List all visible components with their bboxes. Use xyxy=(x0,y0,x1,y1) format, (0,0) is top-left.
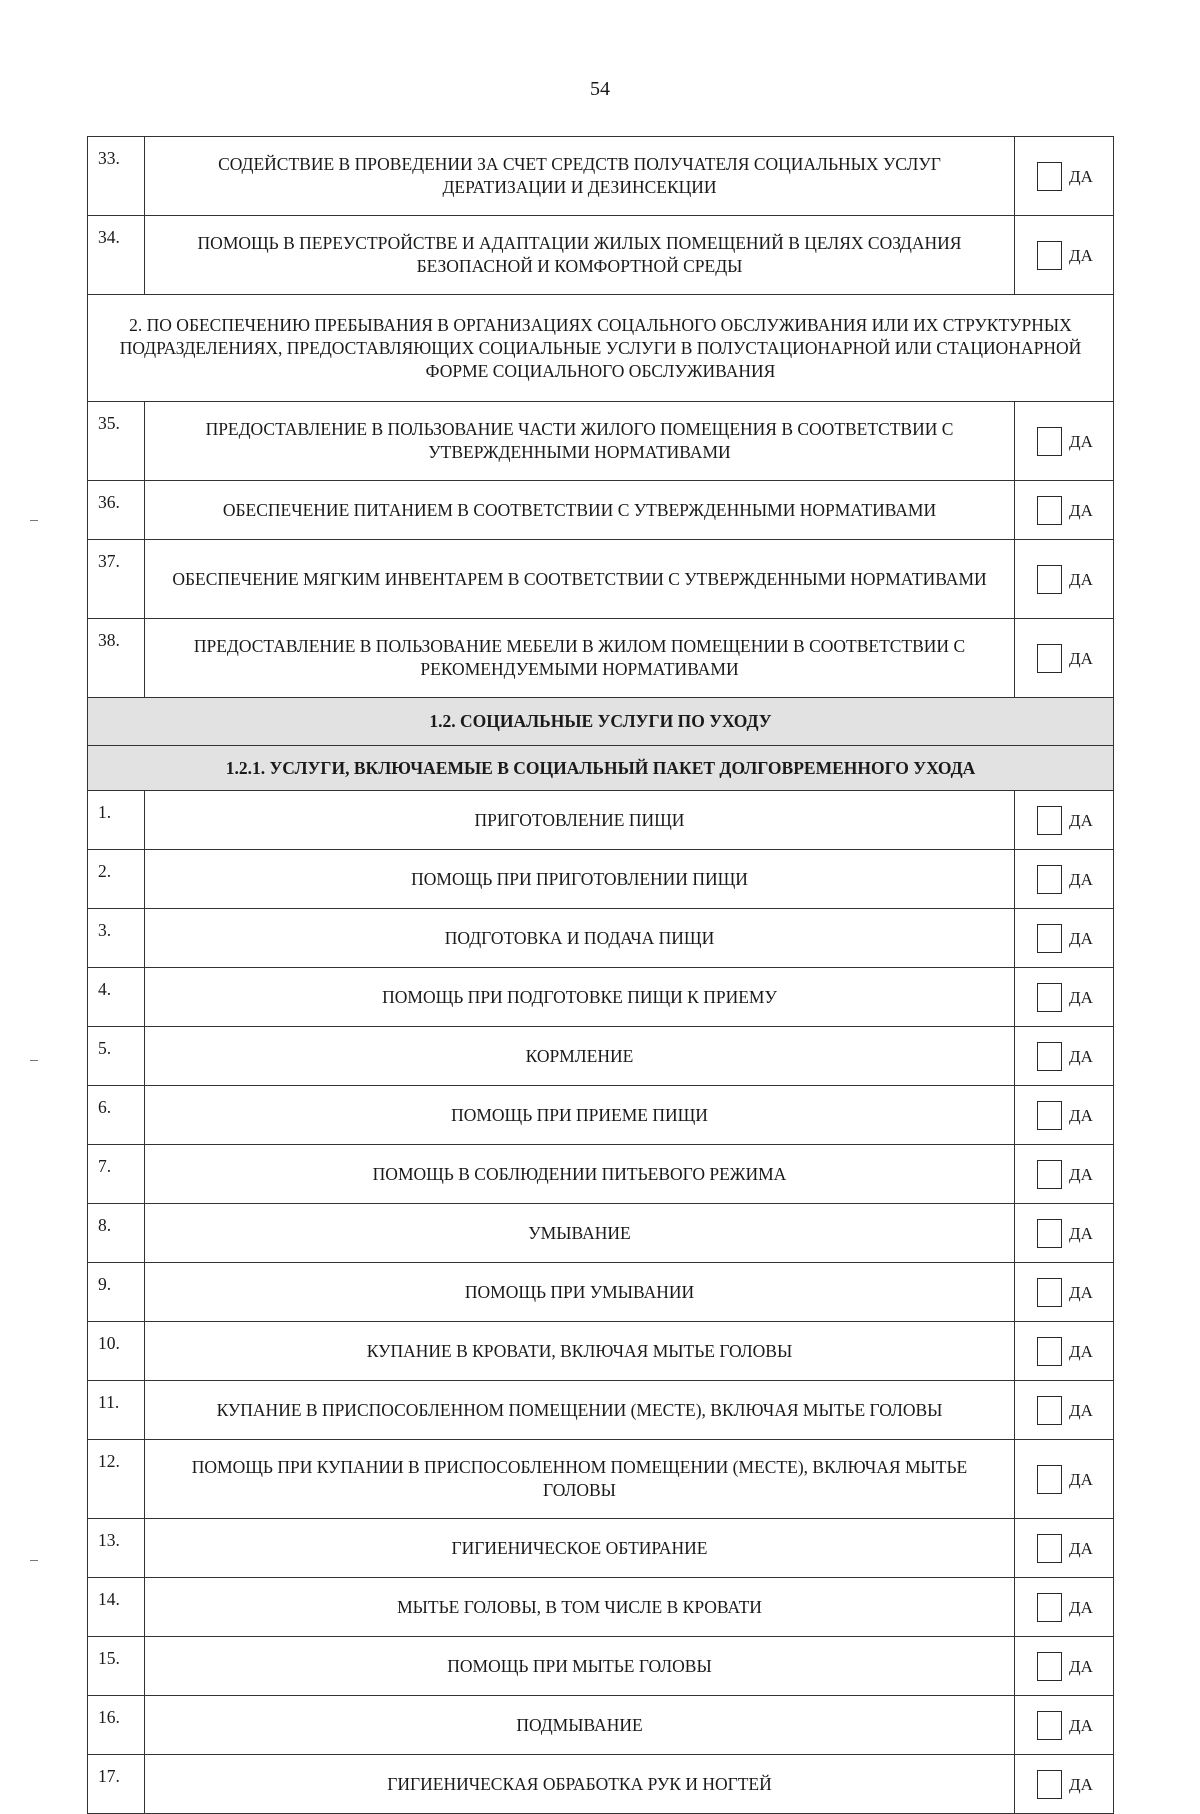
row-number: 37. xyxy=(88,540,145,619)
row-number: 38. xyxy=(88,619,145,698)
checkbox-cell[interactable] xyxy=(1015,1696,1114,1755)
checkbox-cell[interactable] xyxy=(1015,137,1114,216)
checkbox-cell[interactable] xyxy=(1015,540,1114,619)
checkbox-cell[interactable] xyxy=(1015,1322,1114,1381)
table-row xyxy=(88,1145,1114,1204)
section-heading: 2. ПО ОБЕСПЕЧЕНИЮ ПРЕБЫВАНИЯ В ОРГАНИЗАЦИЯХ СОЦАЛЬНОГО ОБСЛУЖИВАНИЯ ИЛИ ИХ СТРУКТУРНЫХ ПОДРАЗДЕЛЕНИЯХ, ПРЕДОСТАВЛЯЮЩИХ СОЦИАЛЬНЫЕ УСЛУГИ В ПОЛУСТАЦИОНАРНОЙ ИЛИ СТАЦИОНАРНОЙ ФОРМЕ СОЦИАЛЬНОГО ОБСЛУЖИВАНИЯ xyxy=(88,295,1114,402)
checkbox[interactable] xyxy=(1037,1711,1062,1740)
service-text: СОДЕЙСТВИЕ В ПРОВЕДЕНИИ ЗА СЧЕТ СРЕДСТВ ПОЛУЧАТЕЛЯ СОЦИАЛЬНЫХ УСЛУГ ДЕРАТИЗАЦИИ И ДЕЗИНСЕКЦИИ xyxy=(145,137,1015,216)
checkbox-cell[interactable] xyxy=(1015,850,1114,909)
service-text: ПОМОЩЬ В СОБЛЮДЕНИИ ПИТЬЕВОГО РЕЖИМА xyxy=(145,1145,1015,1204)
checkbox-label: ДА xyxy=(1069,1597,1093,1617)
checkbox[interactable] xyxy=(1037,1278,1062,1307)
checkbox[interactable] xyxy=(1037,1101,1062,1130)
row-number: 17. xyxy=(88,1755,145,1814)
checkbox-cell[interactable] xyxy=(1015,1519,1114,1578)
checkbox-label: ДА xyxy=(1069,1282,1093,1302)
table-row xyxy=(88,216,1114,295)
services-table xyxy=(87,136,1114,1814)
row-number: 13. xyxy=(88,1519,145,1578)
services-table-body xyxy=(88,137,1114,1814)
service-text: ПРЕДОСТАВЛЕНИЕ В ПОЛЬЗОВАНИЕ МЕБЕЛИ В ЖИЛОМ ПОМЕЩЕНИИ В СООТВЕТСТВИИ С РЕКОМЕНДУЕМЫМИ НОРМАТИВАМИ xyxy=(145,619,1015,698)
checkbox-label: ДА xyxy=(1069,810,1093,830)
checkbox-cell[interactable] xyxy=(1015,1440,1114,1519)
checkbox[interactable] xyxy=(1037,496,1062,525)
checkbox-label: ДА xyxy=(1069,1105,1093,1125)
checkbox-label: ДА xyxy=(1069,869,1093,889)
service-text: ОБЕСПЕЧЕНИЕ МЯГКИМ ИНВЕНТАРЕМ В СООТВЕТСТВИИ С УТВЕРЖДЕННЫМИ НОРМАТИВАМИ xyxy=(145,540,1015,619)
service-text: ГИГИЕНИЧЕСКАЯ ОБРАБОТКА РУК И НОГТЕЙ xyxy=(145,1755,1015,1814)
service-text: КОРМЛЕНИЕ xyxy=(145,1027,1015,1086)
service-text: ПОДГОТОВКА И ПОДАЧА ПИЩИ xyxy=(145,909,1015,968)
checkbox-label: ДА xyxy=(1069,166,1093,186)
checkbox[interactable] xyxy=(1037,241,1062,270)
service-text: ПОМОЩЬ ПРИ ПОДГОТОВКЕ ПИЩИ К ПРИЕМУ xyxy=(145,968,1015,1027)
checkbox[interactable] xyxy=(1037,644,1062,673)
table-row xyxy=(88,791,1114,850)
checkbox-label: ДА xyxy=(1069,1164,1093,1184)
checkbox-cell[interactable] xyxy=(1015,909,1114,968)
checkbox-label: ДА xyxy=(1069,1774,1093,1794)
checkbox[interactable] xyxy=(1037,162,1062,191)
subsection-heading: 1.2.1. УСЛУГИ, ВКЛЮЧАЕМЫЕ В СОЦИАЛЬНЫЙ ПАКЕТ ДОЛГОВРЕМЕННОГО УХОДА xyxy=(88,746,1114,791)
table-row xyxy=(88,619,1114,698)
row-number: 2. xyxy=(88,850,145,909)
checkbox-cell[interactable] xyxy=(1015,1204,1114,1263)
row-number: 3. xyxy=(88,909,145,968)
checkbox-cell[interactable] xyxy=(1015,791,1114,850)
row-number: 6. xyxy=(88,1086,145,1145)
table-row xyxy=(88,1755,1114,1814)
checkbox[interactable] xyxy=(1037,1337,1062,1366)
section-row xyxy=(88,746,1114,791)
service-text: МЫТЬЕ ГОЛОВЫ, В ТОМ ЧИСЛЕ В КРОВАТИ xyxy=(145,1578,1015,1637)
checkbox-cell[interactable] xyxy=(1015,216,1114,295)
service-text: ПОМОЩЬ В ПЕРЕУСТРОЙСТВЕ И АДАПТАЦИИ ЖИЛЫХ ПОМЕЩЕНИЙ В ЦЕЛЯХ СОЗДАНИЯ БЕЗОПАСНОЙ И КОМФОРТНОЙ СРЕДЫ xyxy=(145,216,1015,295)
margin-tick xyxy=(30,520,38,521)
checkbox[interactable] xyxy=(1037,1652,1062,1681)
row-number: 36. xyxy=(88,481,145,540)
service-text: УМЫВАНИЕ xyxy=(145,1204,1015,1263)
service-text: ПОМОЩЬ ПРИ УМЫВАНИИ xyxy=(145,1263,1015,1322)
table-row xyxy=(88,1381,1114,1440)
checkbox-cell[interactable] xyxy=(1015,1027,1114,1086)
table-row xyxy=(88,850,1114,909)
row-number: 9. xyxy=(88,1263,145,1322)
row-number: 34. xyxy=(88,216,145,295)
table-row xyxy=(88,540,1114,619)
checkbox-label: ДА xyxy=(1069,1715,1093,1735)
row-number: 14. xyxy=(88,1578,145,1637)
checkbox-label: ДА xyxy=(1069,648,1093,668)
table-row xyxy=(88,1696,1114,1755)
row-number: 15. xyxy=(88,1637,145,1696)
service-text: ГИГИЕНИЧЕСКОЕ ОБТИРАНИЕ xyxy=(145,1519,1015,1578)
checkbox-label: ДА xyxy=(1069,1223,1093,1243)
table-row xyxy=(88,1027,1114,1086)
row-number: 8. xyxy=(88,1204,145,1263)
checkbox-cell[interactable] xyxy=(1015,481,1114,540)
checkbox-cell[interactable] xyxy=(1015,1755,1114,1814)
checkbox-label: ДА xyxy=(1069,1341,1093,1361)
service-text: ПОДМЫВАНИЕ xyxy=(145,1696,1015,1755)
section-heading: 1.2. СОЦИАЛЬНЫЕ УСЛУГИ ПО УХОДУ xyxy=(88,698,1114,746)
checkbox[interactable] xyxy=(1037,1396,1062,1425)
service-text: КУПАНИЕ В КРОВАТИ, ВКЛЮЧАЯ МЫТЬЕ ГОЛОВЫ xyxy=(145,1322,1015,1381)
checkbox[interactable] xyxy=(1037,1219,1062,1248)
checkbox-label: ДА xyxy=(1069,1400,1093,1420)
table-row xyxy=(88,1263,1114,1322)
checkbox-label: ДА xyxy=(1069,987,1093,1007)
table-row xyxy=(88,1519,1114,1578)
checkbox-label: ДА xyxy=(1069,245,1093,265)
checkbox[interactable] xyxy=(1037,1160,1062,1189)
table-row xyxy=(88,1440,1114,1519)
checkbox-cell[interactable] xyxy=(1015,1086,1114,1145)
row-number: 33. xyxy=(88,137,145,216)
service-text: ПРЕДОСТАВЛЕНИЕ В ПОЛЬЗОВАНИЕ ЧАСТИ ЖИЛОГО ПОМЕЩЕНИЯ В СООТВЕТСТВИИ С УТВЕРЖДЕННЫМИ НОРМАТИВАМИ xyxy=(145,402,1015,481)
margin-tick xyxy=(30,1560,38,1561)
service-text: ПОМОЩЬ ПРИ КУПАНИИ В ПРИСПОСОБЛЕННОМ ПОМЕЩЕНИИ (МЕСТЕ), ВКЛЮЧАЯ МЫТЬЕ ГОЛОВЫ xyxy=(145,1440,1015,1519)
row-number: 5. xyxy=(88,1027,145,1086)
section-row xyxy=(88,295,1114,402)
checkbox[interactable] xyxy=(1037,1770,1062,1799)
checkbox-label: ДА xyxy=(1069,1656,1093,1676)
checkbox-label: ДА xyxy=(1069,1469,1093,1489)
checkbox-cell[interactable] xyxy=(1015,1381,1114,1440)
table-row xyxy=(88,909,1114,968)
checkbox-cell[interactable] xyxy=(1015,1145,1114,1204)
checkbox-label: ДА xyxy=(1069,1046,1093,1066)
margin-tick xyxy=(30,1060,38,1061)
checkbox-cell[interactable] xyxy=(1015,1578,1114,1637)
section-row xyxy=(88,698,1114,746)
checkbox[interactable] xyxy=(1037,1042,1062,1071)
service-text: ПРИГОТОВЛЕНИЕ ПИЩИ xyxy=(145,791,1015,850)
service-text: ОБЕСПЕЧЕНИЕ ПИТАНИЕМ В СООТВЕТСТВИИ С УТВЕРЖДЕННЫМИ НОРМАТИВАМИ xyxy=(145,481,1015,540)
checkbox[interactable] xyxy=(1037,1465,1062,1494)
table-row xyxy=(88,1637,1114,1696)
checkbox-cell[interactable] xyxy=(1015,402,1114,481)
checkbox[interactable] xyxy=(1037,427,1062,456)
checkbox[interactable] xyxy=(1037,983,1062,1012)
row-number: 11. xyxy=(88,1381,145,1440)
checkbox[interactable] xyxy=(1037,806,1062,835)
checkbox-cell[interactable] xyxy=(1015,1637,1114,1696)
checkbox-label: ДА xyxy=(1069,431,1093,451)
checkbox[interactable] xyxy=(1037,565,1062,594)
row-number: 7. xyxy=(88,1145,145,1204)
checkbox-label: ДА xyxy=(1069,569,1093,589)
service-text: ПОМОЩЬ ПРИ ПРИГОТОВЛЕНИИ ПИЩИ xyxy=(145,850,1015,909)
checkbox-label: ДА xyxy=(1069,928,1093,948)
row-number: 35. xyxy=(88,402,145,481)
checkbox[interactable] xyxy=(1037,1534,1062,1563)
table-row xyxy=(88,481,1114,540)
table-row xyxy=(88,402,1114,481)
checkbox[interactable] xyxy=(1037,1593,1062,1622)
table-row xyxy=(88,1204,1114,1263)
checkbox-label: ДА xyxy=(1069,500,1093,520)
service-text: ПОМОЩЬ ПРИ МЫТЬЕ ГОЛОВЫ xyxy=(145,1637,1015,1696)
table-row xyxy=(88,1322,1114,1381)
table-row xyxy=(88,1086,1114,1145)
checkbox-cell[interactable] xyxy=(1015,1263,1114,1322)
service-text: ПОМОЩЬ ПРИ ПРИЕМЕ ПИЩИ xyxy=(145,1086,1015,1145)
table-row xyxy=(88,1578,1114,1637)
checkbox-cell[interactable] xyxy=(1015,968,1114,1027)
checkbox[interactable] xyxy=(1037,865,1062,894)
row-number: 4. xyxy=(88,968,145,1027)
checkbox-label: ДА xyxy=(1069,1538,1093,1558)
table-row xyxy=(88,968,1114,1027)
checkbox-cell[interactable] xyxy=(1015,619,1114,698)
row-number: 12. xyxy=(88,1440,145,1519)
row-number: 16. xyxy=(88,1696,145,1755)
page-number: 54 xyxy=(590,78,610,100)
service-text: КУПАНИЕ В ПРИСПОСОБЛЕННОМ ПОМЕЩЕНИИ (МЕСТЕ), ВКЛЮЧАЯ МЫТЬЕ ГОЛОВЫ xyxy=(145,1381,1015,1440)
row-number: 10. xyxy=(88,1322,145,1381)
row-number: 1. xyxy=(88,791,145,850)
table-row xyxy=(88,137,1114,216)
checkbox[interactable] xyxy=(1037,924,1062,953)
